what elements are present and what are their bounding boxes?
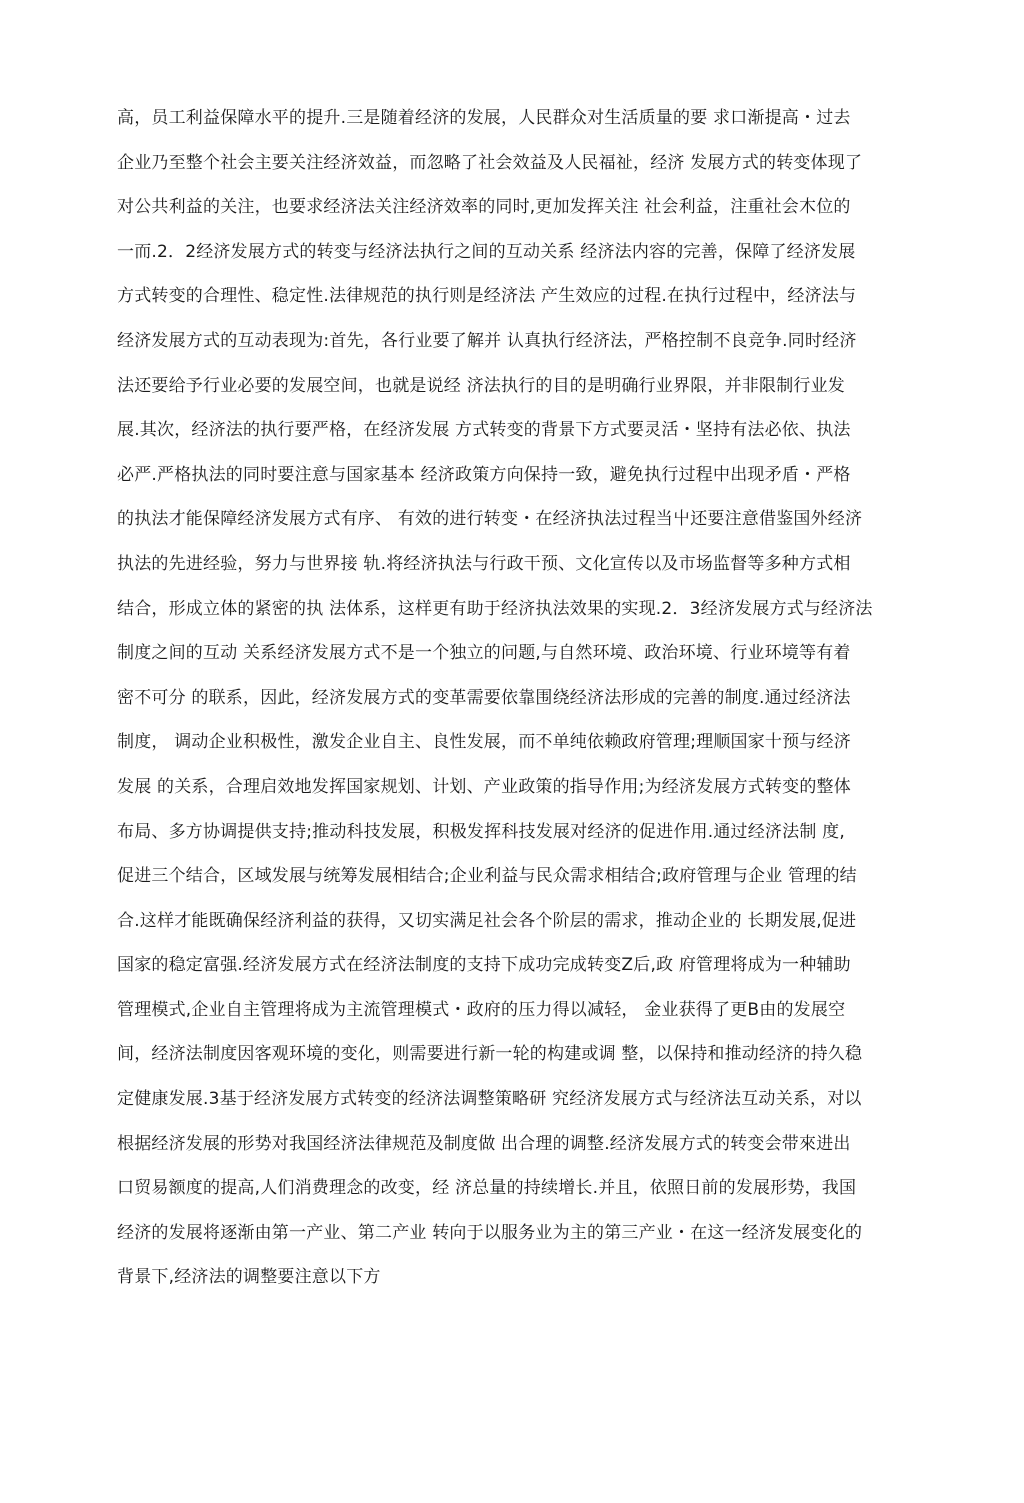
text-line: 执法的先进经验，努力与世界接 轨.将经济执法与行政干预、文化宣传以及市场监督等多种方式相 — [117, 553, 851, 574]
text-line: 口贸易额度的提高,人们消费理念的改变，经 济总量的持续增长.并且，依照日前的发展形势，我国 — [117, 1178, 857, 1199]
body-text — [117, 103, 917, 1307]
text-line: 企业乃至整个社会主要关注经济效益，而忽略了社会效益及人民福祉，经济 发展方式的转变体现了 — [117, 152, 863, 173]
text-line: 布局、多方协调提供支持;推动科技发展，积极发挥科技发展对经济的促进作用.通过经济法制 度, — [117, 821, 845, 842]
text-line: 合.这样才能既确保经济利益的获得，又切实满足社会各个阶层的需求，推动企业的 长期发展,促进 — [117, 910, 857, 931]
text-line: 经济发展方式的互动表现为:首先，各行业要了解并 认真执行经济法，严格控制不良竞争.同时经济 — [117, 330, 857, 351]
text-line: 制度之间的互动 关系经济发展方式不是一个独立的问题,与自然环境、政治环境、行业环境等有着 — [117, 643, 851, 664]
text-line: 高，员工利益保障水平的提升.三是随着经济的发展，人民群众对生活质量的要 求口渐提高・过去 — [117, 108, 851, 128]
text-line: 密不可分 的联系，因此，经济发展方式的变革需要依靠围绕经济法形成的完善的制度.通过经济法 — [117, 687, 851, 708]
text-line: 必严.严格执法的同时要注意与国家基本 经济政策方向保持一致，避免执行过程中出现矛盾・严格 — [117, 464, 851, 485]
text-line: 促进三个结合，区域发展与统筹发展相结合;企业利益与民众需求相结合;政府管理与企业 管理的结 — [117, 866, 857, 887]
text-line: 方式转变的合理性、稳定性.法律规范的执行则是经济法 产生效应的过程.在执行过程中，经济法与 — [117, 286, 857, 307]
text-line: 一而.2．2经济发展方式的转变与经济法执行之间的互动关系 经济法内容的完善，保障了经济发展 — [117, 241, 856, 262]
text-line: 根据经济发展的形势对我国经济法律规范及制度做 出合理的调整.经济发展方式的转变会带來进出 — [117, 1133, 851, 1154]
text-line: 国家的稳定富强.经济发展方式在经济法制度的支持下成功完成转变Z后,政 府管理将成为一种辅助 — [117, 955, 851, 976]
text-line: 展.其次，经济法的执行要严格，在经济发展 方式转变的背景下方式要灵活・坚持有法必依、执法 — [117, 420, 851, 441]
text-line: 间，经济法制度因客观环境的变化，则需要进行新一轮的构建或调 整，以保持和推动经济的持久稳 — [117, 1044, 863, 1065]
text-line: 背景下,经济法的调整要注意以下方 — [117, 1267, 381, 1288]
text-line: 对公共利益的关注，也要求经济法关注经济效率的同时,更加发挥关注 社会利益，注重社会木位的 — [117, 197, 851, 218]
text-line: 法还要给予行业必要的发展空间，也就是说经 济法执行的目的是明确行业界限，并非限制行业发 — [117, 375, 846, 396]
text-line: 定健康发展.3基于经济发展方式转变的经济法调整策略研 究经济发展方式与经济法互动关系，对以 — [117, 1089, 862, 1110]
text-line: 制度， 调动企业积极性，激发企业自主、良性发展，而不单纯依赖政府管理;理顺国家十预与经济 — [117, 732, 851, 753]
text-line: 结合，形成立体的紧密的执 法体系，这样更有助于经济执法效果的实现.2．3经济发展方式与经济法 — [117, 598, 873, 619]
text-line: 发展 的关系，合理启效地发挥国家规划、计划、产业政策的指导作用;为经济发展方式转变的整体 — [117, 776, 851, 797]
text-line: 管理模式,企业自主管理将成为主流管理模式・政府的压力得以减轻， 金业获得了更B由的发展空 — [117, 999, 846, 1020]
text-line: 的执法才能保障经济发展方式有序、 有效的进行转变・在经济执法过程当屮还要注意借鉴国外经济 — [117, 509, 863, 530]
text-line: 经济的发展将逐渐由第一产业、第二产业 转向于以服务业为主的第三产业・在这一经济发展变化的 — [117, 1222, 863, 1243]
